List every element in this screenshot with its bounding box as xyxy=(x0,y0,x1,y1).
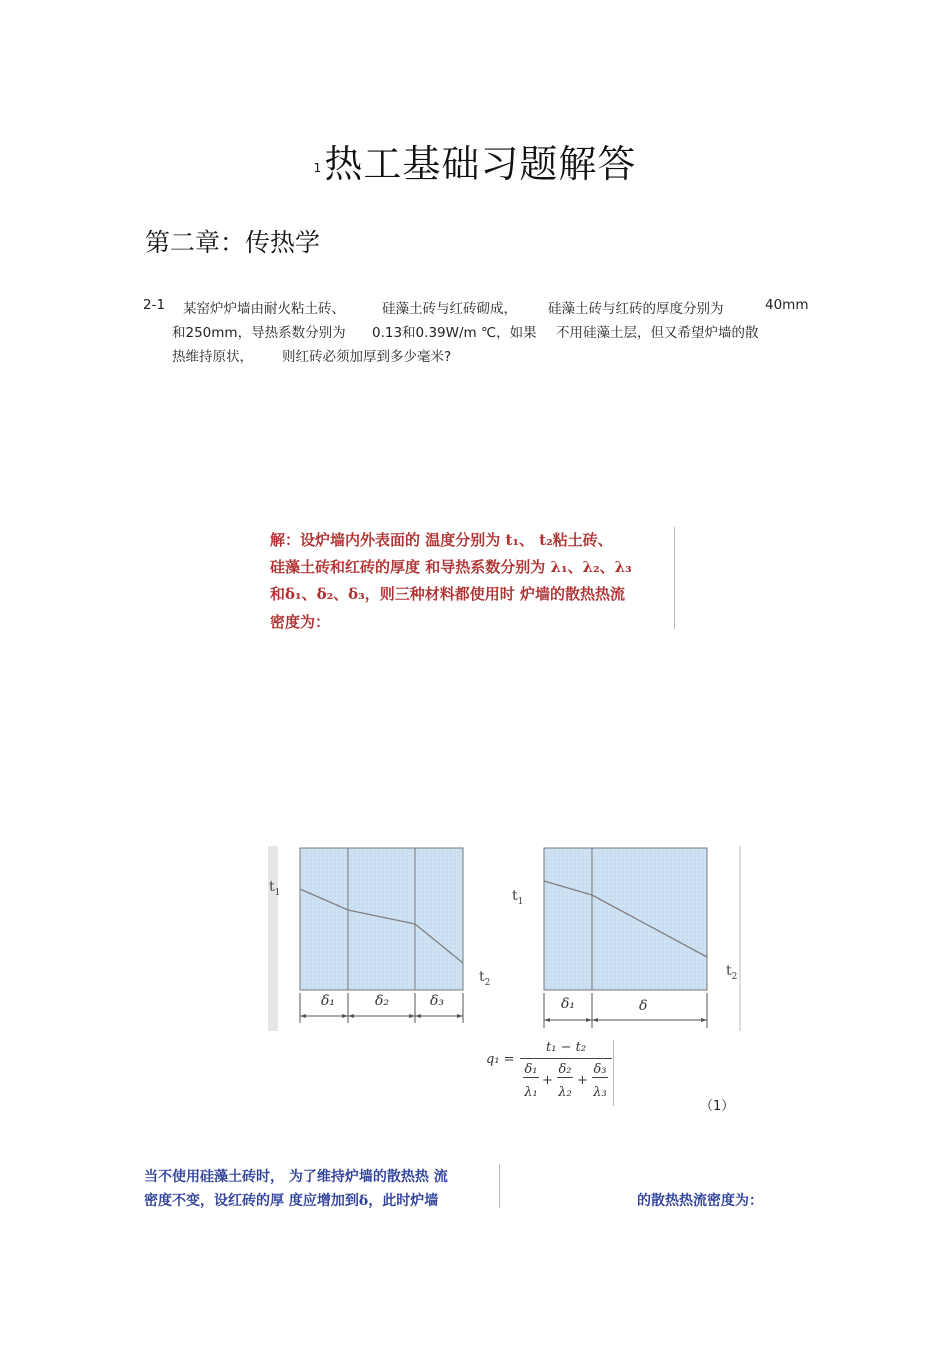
formula-lhs: q₁ = xyxy=(486,1052,515,1067)
term1-bar xyxy=(523,1077,539,1078)
plus-1: + xyxy=(542,1073,553,1088)
three-layer-wall xyxy=(300,848,463,990)
wall-temperature-diagram xyxy=(266,843,746,1033)
solution-line-4: 密度为： xyxy=(270,613,331,631)
note-line-2: 密度不变，设红砖的厚 度应增加到δ，此时炉墙 xyxy=(144,1193,439,1209)
heat-flux-formula xyxy=(486,1040,616,1108)
note-line-2-right: 的散热热流密度为： xyxy=(637,1193,763,1209)
problem-text-3a: 热维持原状， xyxy=(172,349,253,365)
solution-line-2: 硅藻土砖和红砖的厚度 和导热系数分别为 λ₁、λ₂、λ₃ xyxy=(270,558,632,576)
problem-text-2a: 和250mm，导热系数分别为 xyxy=(172,325,346,341)
scan-strip xyxy=(268,846,281,1031)
label-delta-right: δ xyxy=(639,998,648,1014)
label-t2-left: $t_2$ xyxy=(479,969,491,988)
plus-2: + xyxy=(577,1073,588,1088)
problem-text-1a: 某窑炉炉墙由耐火粘土砖、 xyxy=(183,301,345,317)
scan-edge-line-3 xyxy=(613,1040,614,1106)
two-layer-wall xyxy=(544,848,707,990)
problem-text-3b: 则红砖必须加厚到多少毫米? xyxy=(282,349,452,365)
term1-bottom: λ₁ xyxy=(524,1085,538,1100)
label-t1-right: $t_1$ xyxy=(512,888,524,907)
problem-number: 2-1 xyxy=(143,297,166,313)
title-text: 热工基础习题解答 xyxy=(324,142,637,186)
label-delta1-left: δ₁ xyxy=(321,993,336,1009)
label-delta1-right: δ₁ xyxy=(561,996,576,1012)
equation-number: （1） xyxy=(700,1099,735,1114)
formula-fraction-bar xyxy=(520,1058,612,1059)
problem-text-2b: 0.13和0.39W/m ℃，如果 xyxy=(372,325,537,341)
term3-top: δ₃ xyxy=(593,1062,607,1077)
label-t1-left: $t_1$ xyxy=(269,879,281,898)
note-line-1: 当不使用硅藻土砖时， 为了维持炉墙的散热热 流 xyxy=(144,1169,448,1185)
term3-bar xyxy=(592,1077,608,1078)
label-t2-right: $t_2$ xyxy=(726,963,738,982)
problem-text-2c: 不用硅藻土层，但又希望炉墙的散 xyxy=(556,325,759,341)
chapter-heading: 第二章：传热学 xyxy=(145,228,321,257)
term3-bottom: λ₃ xyxy=(593,1085,607,1100)
problem-text-1c: 硅藻土砖与红砖的厚度分别为 xyxy=(548,301,724,317)
scan-edge-line xyxy=(674,527,675,629)
solution-line-1: 解：设炉墙内外表面的 温度分别为 t₁、 t₂粘土砖、 xyxy=(270,531,613,549)
scan-edge-line-4 xyxy=(499,1164,500,1208)
term1-top: δ₁ xyxy=(524,1062,538,1077)
term2-top: δ₂ xyxy=(558,1062,572,1077)
solution-line-3: 和δ₁、δ₂、δ₃，则三种材料都使用时 炉墙的散热热流 xyxy=(270,585,625,603)
problem-text-1d: 40mm xyxy=(765,297,809,313)
label-delta3-left: δ₃ xyxy=(430,993,445,1009)
problem-text-1b: 硅藻土砖与红砖砌成， xyxy=(382,301,517,317)
label-delta2-left: δ₂ xyxy=(375,993,390,1009)
title-footnote-mark: 1 xyxy=(313,160,323,175)
formula-numerator: t₁ − t₂ xyxy=(546,1040,587,1055)
term2-bottom: λ₂ xyxy=(558,1085,572,1100)
term2-bar xyxy=(557,1077,573,1078)
page-title xyxy=(0,133,950,188)
